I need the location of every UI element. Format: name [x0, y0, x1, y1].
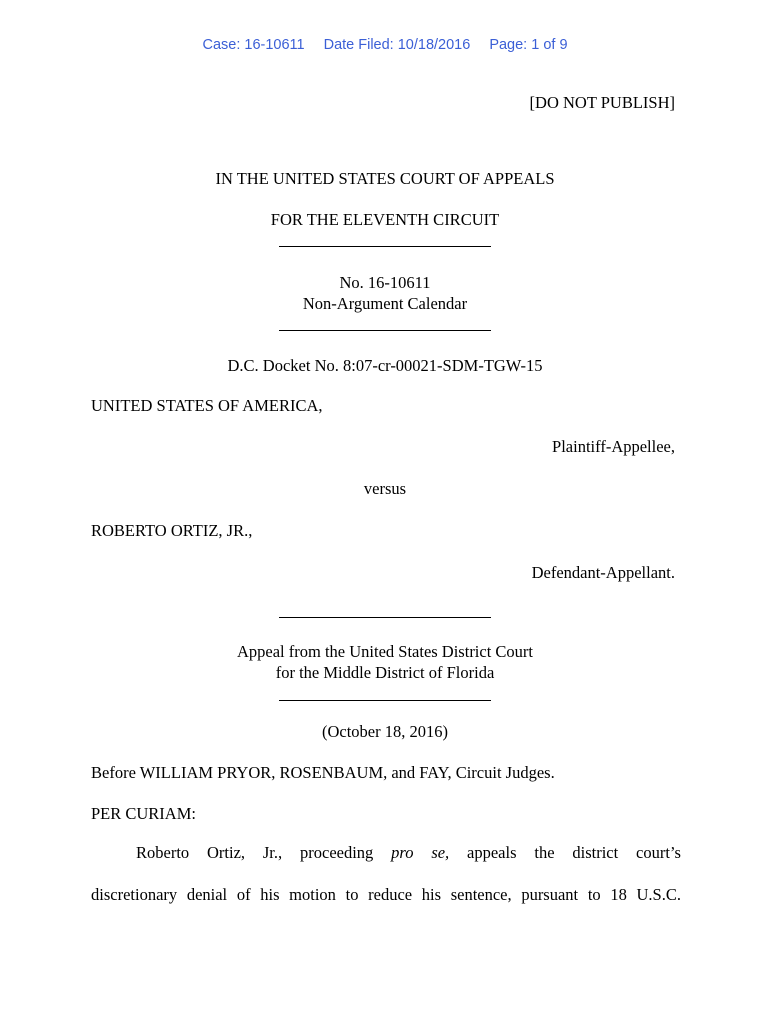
opinion-word: discretionary	[91, 885, 178, 904]
appeal-district: for the Middle District of Florida	[275, 663, 495, 682]
docket-number: D.C. Docket No. 8:07-cr-00021-SDM-TGW-15	[227, 356, 543, 375]
opinion-word: reduce	[368, 885, 413, 904]
opinion-word: appeals	[467, 843, 517, 862]
opinion-word: sentence,	[450, 885, 512, 904]
case-number-header: Case: 16-10611	[202, 37, 305, 53]
opinion-word: 18	[610, 885, 627, 904]
opinion-word: district	[572, 843, 619, 862]
opinion-word: his	[421, 885, 442, 904]
appeal-court: Appeal from the United States District Court	[236, 642, 534, 661]
opinion-word: pursuant	[521, 885, 579, 904]
opinion-word: court’s	[636, 843, 681, 862]
divider-rule	[279, 246, 491, 247]
opinion-word: U.S.C.	[636, 885, 681, 904]
opinion-text-line-1	[136, 843, 681, 863]
opinion-word-italic: pro	[391, 843, 414, 862]
opinion-word: proceeding	[300, 843, 374, 862]
opinion-word: the	[534, 843, 555, 862]
divider-rule	[279, 330, 491, 331]
opinion-text-line-2	[91, 885, 681, 905]
opinion-word: motion	[289, 885, 336, 904]
opinion-word: to	[345, 885, 359, 904]
opinion-word: Jr.,	[262, 843, 283, 862]
opinion-word: Ortiz,	[207, 843, 246, 862]
opinion-word-italic: se,	[431, 843, 450, 862]
opinion-word: to	[587, 885, 601, 904]
versus-label: versus	[363, 479, 407, 498]
opinion-word: Roberto	[136, 843, 190, 862]
plaintiff-role: Plaintiff-Appellee,	[552, 437, 675, 456]
circuit-name: FOR THE ELEVENTH CIRCUIT	[270, 210, 500, 229]
filing-header	[0, 37, 770, 53]
per-curiam-heading: PER CURIAM:	[91, 804, 196, 823]
judges-line: Before WILLIAM PRYOR, ROSENBAUM, and FAY, Circuit Judges.	[91, 763, 555, 782]
opinion-word: of	[236, 885, 251, 904]
divider-rule	[279, 700, 491, 701]
date-filed-header: Date Filed: 10/18/2016	[323, 37, 471, 53]
calendar-type: Non-Argument Calendar	[302, 294, 468, 313]
publish-note: [DO NOT PUBLISH]	[529, 93, 675, 112]
page-count-header: Page: 1 of 9	[489, 37, 568, 53]
defendant-name: ROBERTO ORTIZ, JR.,	[91, 521, 253, 540]
opinion-word: his	[260, 885, 280, 904]
court-name: IN THE UNITED STATES COURT OF APPEALS	[215, 169, 555, 188]
divider-rule	[279, 617, 491, 618]
plaintiff-name: UNITED STATES OF AMERICA,	[91, 396, 323, 415]
decision-date: (October 18, 2016)	[321, 722, 448, 741]
case-number: No. 16-10611	[339, 273, 431, 292]
opinion-word: denial	[186, 885, 228, 904]
defendant-role: Defendant-Appellant.	[531, 563, 675, 582]
